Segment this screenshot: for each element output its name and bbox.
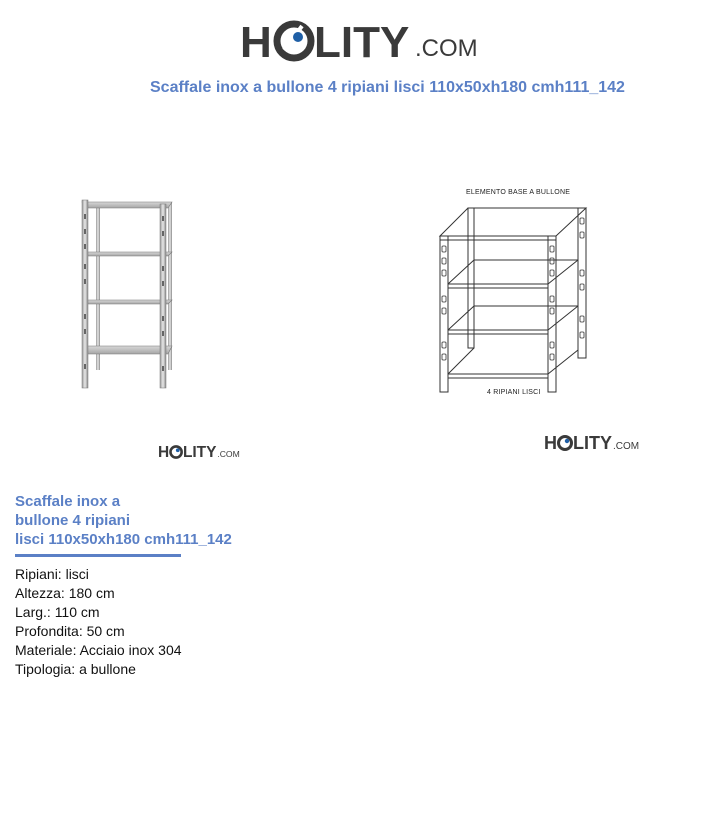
logo-prefix: H [240,18,272,66]
holity-logo[interactable] [240,14,485,66]
holity-watermark-left [158,442,244,462]
logo-suffix: .COM [415,35,478,62]
page-title: Scaffale inox a bullone 4 ripiani lisci 110x50xh180 cmh111_142 [150,79,625,96]
logo-o-icon [170,446,181,457]
product-specs [15,565,182,679]
drawing-caption-bottom: 4 RIPIANI LISCI [487,389,541,396]
logo-prefix: H [158,444,170,462]
logo-prefix: H [544,433,557,453]
logo-main: LITY [573,433,612,453]
logo-main: LITY [314,18,410,66]
product-heading [15,492,275,549]
spec-material: Materiale: Acciaio inox 304 [15,642,182,658]
product-heading-line: bullone 4 ripiani [15,512,131,529]
spec-depth: Profondita: 50 cm [15,623,125,639]
logo-o-icon [559,437,572,450]
spec-type: Tipologia: a bullone [15,661,136,677]
product-photo[interactable] [74,194,184,394]
logo-main: LITY [182,444,217,462]
holity-watermark-right [544,432,644,454]
heading-underline [15,554,181,557]
technical-drawing[interactable] [428,186,598,400]
product-heading-line: Scaffale inox a [15,493,121,510]
logo-suffix: .COM [613,441,640,452]
spec-width: Larg.: 110 cm [15,604,100,620]
product-heading-line: lisci 110x50xh180 cmh111_142 [15,531,232,548]
logo-suffix: .COM [217,449,240,460]
spec-height: Altezza: 180 cm [15,585,115,601]
spec-shelves: Ripiani: lisci [15,566,89,582]
logo-o-icon [277,24,311,58]
drawing-caption-top: ELEMENTO BASE A BULLONE [466,189,571,196]
